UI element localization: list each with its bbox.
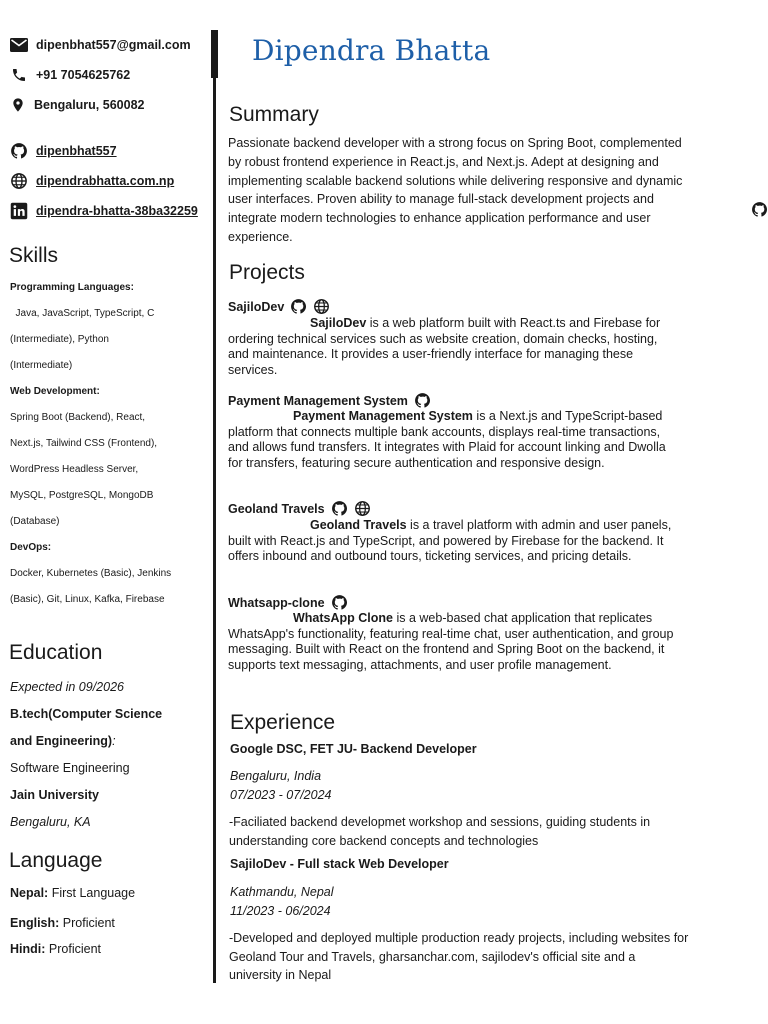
project-title-text: SajiloDev [228, 299, 285, 314]
github-icon [10, 142, 28, 160]
projects-heading: Projects [229, 261, 305, 284]
education-degree-line2 [10, 734, 116, 748]
skills-item: (Intermediate) [10, 360, 73, 371]
project-title-geoland [228, 500, 371, 517]
project-desc-text: is a travel platform with admin and user panels, built with React.js and TypeScript, and powered by Firebase for the backend. It offers inbound and outbound tours, ticketing services, and pricing details. [228, 518, 672, 564]
contact-linkedin[interactable] [10, 202, 198, 220]
column-divider [213, 30, 216, 983]
github-link[interactable]: dipenbhat557 [36, 144, 117, 158]
project-desc-payment [228, 409, 680, 472]
project-desc-geoland [228, 518, 680, 565]
language-heading: Language [9, 849, 103, 872]
globe-icon[interactable] [313, 298, 330, 315]
education-expected: Expected in 09/2026 [10, 680, 124, 694]
github-icon[interactable] [414, 392, 431, 409]
project-title-sajilodev [228, 298, 330, 315]
skills-item: Java, JavaScript, TypeScript, C [10, 308, 155, 319]
experience-heading: Experience [230, 711, 336, 734]
experience-location: Bengaluru, India [230, 769, 322, 783]
skills-item: Next.js, Tailwind CSS (Frontend), [10, 438, 158, 449]
experience-dates: 11/2023 - 06/2024 [230, 904, 331, 918]
location-pin-icon [10, 96, 26, 114]
project-title-payment [228, 392, 431, 409]
project-title-text: Payment Management System [228, 393, 408, 408]
contact-phone[interactable] [10, 67, 130, 83]
skills-category: DevOps: [10, 542, 52, 553]
phone-text: +91 7054625762 [36, 68, 131, 82]
skills-item: WordPress Headless Server, [10, 464, 139, 475]
location-text: Bengaluru, 560082 [34, 98, 145, 112]
project-title-text: Whatsapp-clone [228, 595, 325, 610]
language-level: Proficient [48, 942, 102, 956]
skills-item: (Intermediate), Python [10, 334, 109, 345]
skills-item: (Database) [10, 516, 60, 527]
experience-dates: 07/2023 - 07/2024 [230, 788, 332, 802]
education-heading: Education [9, 641, 103, 664]
email-text: dipenbhat557@gmail.com [36, 38, 191, 52]
language-name: Hindi: [10, 942, 46, 956]
experience-desc: -Faciliated backend developmet workshop and sessions, guiding students in understanding core backend concepts and technologies [229, 815, 651, 848]
education-place: Bengaluru, KA [10, 815, 91, 829]
phone-icon [10, 67, 28, 83]
education-degree-suffix: : [112, 734, 116, 748]
skills-heading: Skills [9, 244, 59, 267]
skills-item: (Basic), Git, Linux, Kafka, Firebase [10, 594, 165, 605]
website-link[interactable]: dipendrabhatta.com.np [36, 174, 175, 188]
github-icon[interactable] [331, 500, 348, 517]
project-desc-text: is a web platform built with React.ts and Firebase for ordering technical services such as website creation, domain checks, hosting, and maintenance. It provides a user-friendly interface for managing these services. [228, 316, 661, 378]
skills-item: MySQL, PostgreSQL, MongoDB [10, 490, 154, 501]
language-name: Nepal: [10, 886, 49, 900]
education-degree-line1: B.tech(Computer Science [10, 707, 163, 721]
github-icon[interactable] [751, 201, 768, 218]
skills-category: Web Development: [10, 386, 100, 397]
project-bold-name: WhatsApp Clone [293, 611, 393, 625]
education-field: Software Engineering [10, 761, 130, 775]
education-school: Jain University [10, 788, 99, 802]
globe-icon[interactable] [354, 500, 371, 517]
contact-website[interactable] [10, 172, 174, 190]
project-desc-text: is a Next.js and TypeScript-based platform that connects multiple bank accounts, displays real-time transactions, and allows fund transfers. It integrates with Plaid for account linking and Dwolla for transfers, featuring secure authentication and responsive design. [228, 409, 666, 471]
experience-role: Google DSC, FET JU- Backend Developer [230, 742, 477, 756]
project-bold-name: Geoland Travels [310, 518, 407, 532]
email-icon [10, 38, 28, 52]
language-item [10, 916, 115, 930]
skills-item: Docker, Kubernetes (Basic), Jenkins [10, 568, 172, 579]
sidebar [0, 0, 214, 1024]
language-level: First Language [51, 886, 136, 900]
education-degree-line2-text: and Engineering) [10, 734, 113, 748]
project-desc-whatsapp [228, 611, 680, 674]
contact-email[interactable] [10, 38, 191, 52]
github-icon[interactable] [331, 594, 348, 611]
contact-location [10, 96, 144, 114]
experience-location: Kathmandu, Nepal [230, 885, 334, 899]
language-level: Proficient [62, 916, 115, 930]
person-name: Dipendra Bhatta [252, 34, 491, 67]
experience-role: SajiloDev - Full stack Web Developer [230, 857, 449, 871]
language-item [10, 942, 101, 956]
skills-category: Programming Languages: [10, 282, 134, 293]
experience-desc: -Developed and deployed multiple production ready projects, including websites for Geoland Tour and Travels, gharsanchar.com, sajilodev's official site and a university in Nepal [229, 931, 689, 982]
globe-icon [10, 172, 28, 190]
linkedin-icon [10, 202, 28, 220]
project-desc-sajilodev [228, 316, 680, 379]
language-name: English: [10, 916, 60, 930]
project-title-whatsapp [228, 594, 348, 611]
language-item [10, 886, 135, 900]
summary-text: Passionate backend developer with a strong focus on Spring Boot, complemented by robust frontend experience in React.js, and Next.js. Adept at designing and implementing scalable backend solutions while delivering responsive and dynamic user interfaces. Proven ability to manage full-stack development projects and integrate modern technologies to enhance application performance and user experience. [228, 136, 683, 244]
github-icon[interactable] [290, 298, 307, 315]
project-bold-name: Payment Management System [293, 409, 473, 423]
project-title-text: Geoland Travels [228, 501, 325, 516]
project-bold-name: SajiloDev [310, 316, 367, 330]
summary-heading: Summary [229, 103, 319, 126]
skills-item: Spring Boot (Backend), React, [10, 412, 146, 423]
project-desc-text: is a web-based chat application that replicates WhatsApp's functionality, featuring real-time chat, user authentication, and group messaging. Built with React on the frontend and Spring Boot on the backend, it supports text messaging, attachments, and user profile management. [228, 611, 674, 673]
column-divider-accent [211, 30, 218, 78]
contact-github[interactable] [10, 142, 117, 160]
linkedin-link[interactable]: dipendra-bhatta-38ba32259 [36, 204, 198, 218]
